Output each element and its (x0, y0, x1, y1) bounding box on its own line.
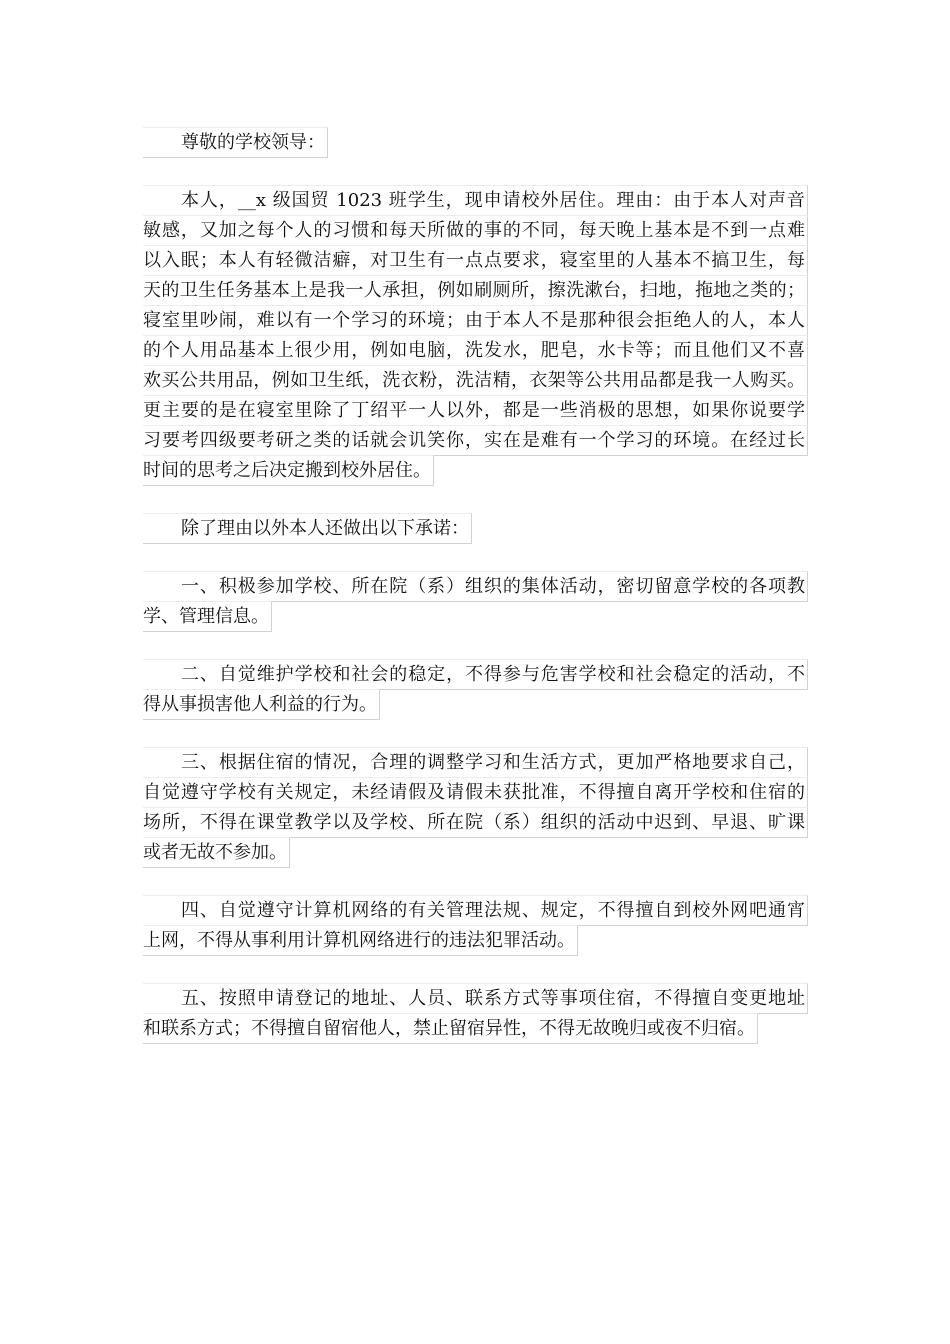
document-body (143, 128, 808, 1072)
paragraph-line: 本人，__x 级国贸 1023 班学生，现申请校外居住。理由：由于本人对声音 (143, 185, 808, 216)
commitment-item-2 (143, 659, 808, 720)
paragraph-line: 一、积极参加学校、所在院（系）组织的集体活动，密切留意学校的各项教 (143, 571, 808, 602)
salutation-paragraph (143, 127, 808, 158)
paragraph-line: 习要考四级要考研之类的话就会讥笑你，实在是难有一个学习的环境。在经过长 (143, 425, 808, 456)
paragraph-line: 五、按照申请登记的地址、人员、联系方式等事项住宿，不得擅自变更地址 (143, 983, 808, 1014)
commitment-intro-paragraph (143, 513, 808, 544)
commitment-item-1 (143, 571, 808, 632)
paragraph-line: 天的卫生任务基本上是我一人承担，例如刷厕所，擦洗漱台，扫地，拖地之类的； (143, 275, 808, 306)
paragraph-line: 寝室里吵闹，难以有一个学习的环境；由于本人不是那种很会拒绝人的人，本人 (143, 305, 808, 336)
paragraph-line: 以入眠；本人有轻微洁癖，对卫生有一点点要求，寝室里的人基本不搞卫生，每 (143, 245, 808, 276)
paragraph-line: 和联系方式；不得擅自留宿他人，禁止留宿异性，不得无故晚归或夜不归宿。 (143, 1013, 758, 1044)
paragraph-line: 敏感，又加之每个人的习惯和每天所做的事的不同，每天晚上基本是不到一点难 (143, 215, 808, 246)
paragraph-line: 学、管理信息。 (143, 601, 272, 632)
paragraph-line: 自觉遵守学校有关规定，未经请假及请假未获批准，不得擅自离开学校和住宿的 (143, 777, 808, 808)
commitment-item-4 (143, 895, 808, 956)
reason-paragraph (143, 185, 808, 486)
paragraph-line: 二、自觉维护学校和社会的稳定，不得参与危害学校和社会稳定的活动，不 (143, 659, 808, 690)
salutation-line: 尊敬的学校领导： (143, 127, 328, 158)
paragraph-line: 四、自觉遵守计算机网络的有关管理法规、规定，不得擅自到校外网吧通宵 (143, 895, 808, 926)
paragraph-line: 欢买公共用品，例如卫生纸，洗衣粉，洗洁精，衣架等公共用品都是我一人购买。 (143, 365, 808, 396)
paragraph-line: 三、根据住宿的情况，合理的调整学习和生活方式，更加严格地要求自己， (143, 747, 808, 778)
commitment-intro-line: 除了理由以外本人还做出以下承诺： (143, 513, 472, 544)
paragraph-line: 得从事损害他人利益的行为。 (143, 689, 380, 720)
paragraph-line: 的个人用品基本上很少用，例如电脑，洗发水，肥皂，水卡等；而且他们又不喜 (143, 335, 808, 366)
paragraph-line: 更主要的是在寝室里除了丁绍平一人以外，都是一些消极的思想，如果你说要学 (143, 395, 808, 426)
commitment-item-5 (143, 983, 808, 1044)
commitment-item-3 (143, 747, 808, 868)
paragraph-line: 场所，不得在课堂教学以及学校、所在院（系）组织的活动中迟到、早退、旷课 (143, 807, 808, 838)
paragraph-line: 时间的思考之后决定搬到校外居住。 (143, 455, 434, 486)
paragraph-line: 上网，不得从事利用计算机网络进行的违法犯罪活动。 (143, 925, 578, 956)
paragraph-line: 或者无故不参加。 (143, 837, 290, 868)
